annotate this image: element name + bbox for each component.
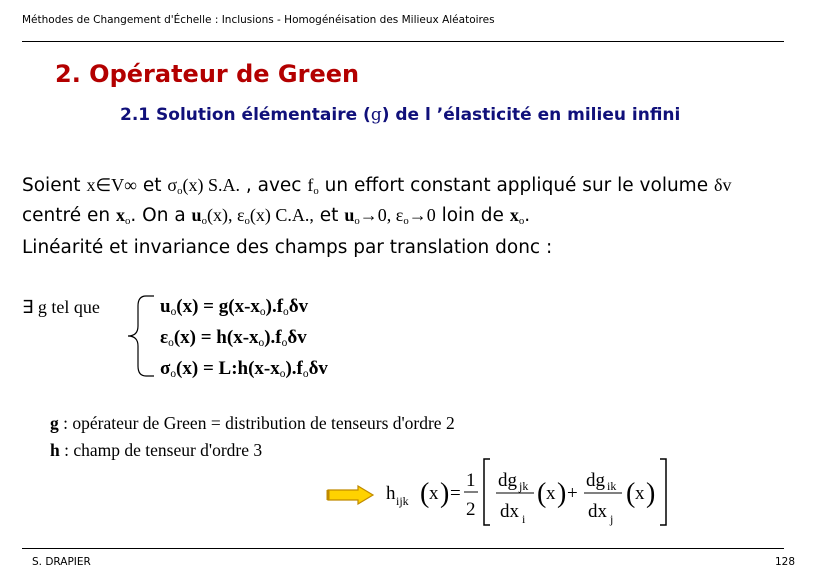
symbol: g xyxy=(50,413,59,433)
exists-g: ∃ g tel que xyxy=(22,297,100,317)
math: u xyxy=(191,205,202,225)
formula-x2: x xyxy=(546,483,556,504)
eq-part: o xyxy=(279,368,286,380)
formula-two: 2 xyxy=(466,499,476,520)
footer-page-number: 128 xyxy=(774,556,795,568)
formula-dx1-sub: i xyxy=(522,512,526,526)
eq-part: o xyxy=(170,306,177,318)
formula-dg1: dg xyxy=(498,470,517,491)
formula-plus: + xyxy=(567,483,578,504)
subtitle-g: g xyxy=(370,105,382,125)
text: : champ de tenseur d'ordre 3 xyxy=(59,440,263,460)
eq-part: (x) = L:h(x-x xyxy=(176,358,280,379)
formula-dx2: dx xyxy=(588,501,607,522)
equation-sigma xyxy=(160,358,328,380)
formula-dg1-sub: jk xyxy=(519,479,529,493)
arrow-icon xyxy=(326,485,376,505)
math: δv xyxy=(713,175,732,195)
formula-one: 1 xyxy=(466,470,476,491)
header-text: Méthodes de Changement d'Échelle : Inclusions - Homogénéisation des Milieux Aléatoires xyxy=(22,14,495,26)
text: : opérateur de Green = distribution de tenseurs d'ordre 2 xyxy=(58,413,455,433)
text: centré en xyxy=(22,205,116,226)
subtitle-before: 2.1 Solution élémentaire ( xyxy=(120,105,371,125)
eq-part: ).f xyxy=(265,296,284,317)
definition-h xyxy=(50,440,262,461)
subscript: o xyxy=(313,185,319,197)
formula-dx1: dx xyxy=(500,501,519,522)
formula-dg2: dg xyxy=(586,470,605,491)
math xyxy=(192,205,314,225)
subscript: o xyxy=(518,215,525,227)
formula-eq: = xyxy=(450,483,461,504)
math: x xyxy=(115,205,125,225)
subscript: o xyxy=(403,215,409,227)
eq-part: ε xyxy=(160,327,169,348)
left-bracket xyxy=(484,459,490,525)
eq-part: o xyxy=(258,337,265,349)
subscript: o xyxy=(177,185,183,197)
brace xyxy=(124,290,160,382)
paren: ) xyxy=(557,478,567,509)
text: . xyxy=(524,205,531,226)
subscript: o xyxy=(124,215,131,227)
text: et xyxy=(313,205,345,226)
math: →0 xyxy=(408,205,436,225)
formula-lhs: h xyxy=(386,483,396,504)
subtitle-after: ) de l ’élasticité en milieu infini xyxy=(381,105,681,125)
paragraph-line-1 xyxy=(22,175,731,196)
math: x∈V∞ xyxy=(86,175,137,195)
paren: ) xyxy=(440,478,450,509)
math xyxy=(167,175,240,195)
eq-part: σ xyxy=(160,358,171,379)
eq-part: δv xyxy=(288,296,309,317)
symbol: h xyxy=(50,440,60,460)
math xyxy=(307,175,318,195)
text: Soient xyxy=(22,175,87,196)
math: f xyxy=(307,175,314,195)
paren: ( xyxy=(626,478,636,509)
eq-part: δv xyxy=(287,327,307,348)
subsection-title xyxy=(120,105,680,125)
math: u xyxy=(344,205,355,225)
eq-part: δv xyxy=(308,358,328,379)
section-title: 2. Opérateur de Green xyxy=(55,60,360,88)
definition-g xyxy=(50,413,455,434)
text: loin de xyxy=(435,205,510,226)
eq-part: o xyxy=(302,368,309,380)
eq-part: o xyxy=(170,368,177,380)
green-formula xyxy=(382,455,672,533)
header-rule xyxy=(22,41,784,42)
equation-epsilon xyxy=(160,327,307,349)
subscript: o xyxy=(244,215,250,227)
eq-part: o xyxy=(259,306,266,318)
eq-part: o xyxy=(283,306,289,318)
text: , avec xyxy=(239,175,308,196)
equation-u xyxy=(160,296,308,318)
math xyxy=(344,205,435,225)
paragraph-line-2 xyxy=(22,205,530,226)
text: . On a xyxy=(130,205,192,226)
formula-x1: x xyxy=(429,483,439,504)
math: (x), ε xyxy=(206,205,245,225)
math: (x) S.A. xyxy=(182,175,240,195)
formula-lhs-sub: ijk xyxy=(396,494,409,508)
formula-x3: x xyxy=(635,483,645,504)
linearity-line: Linéarité et invariance des champs par translation donc : xyxy=(22,237,553,258)
eq-part: u xyxy=(160,296,171,317)
eq-part: ).f xyxy=(264,327,282,348)
eq-part: (x) = g(x-x xyxy=(176,296,260,317)
math: σ xyxy=(167,175,178,195)
text: et xyxy=(136,175,168,196)
footer-author: S. DRAPIER xyxy=(32,556,91,568)
math: (x) C.A., xyxy=(249,205,314,225)
eq-part: o xyxy=(281,337,288,349)
formula-dg2-sub: ik xyxy=(607,479,617,493)
subscript: o xyxy=(354,215,360,227)
math: x xyxy=(509,205,519,225)
eq-part: ).f xyxy=(285,358,303,379)
subscript: o xyxy=(201,215,207,227)
math xyxy=(510,205,524,225)
formula-dx2-sub: j xyxy=(610,512,614,526)
paren: ) xyxy=(646,478,656,509)
paren: ( xyxy=(420,478,430,509)
math xyxy=(116,205,130,225)
paren: ( xyxy=(537,478,547,509)
footer-rule xyxy=(22,548,784,549)
text: un effort constant appliqué sur le volume xyxy=(318,175,714,196)
math: →0, ε xyxy=(359,205,404,225)
eq-part: o xyxy=(168,337,174,349)
eq-part: (x) = h(x-x xyxy=(173,327,259,348)
right-bracket xyxy=(660,459,666,525)
